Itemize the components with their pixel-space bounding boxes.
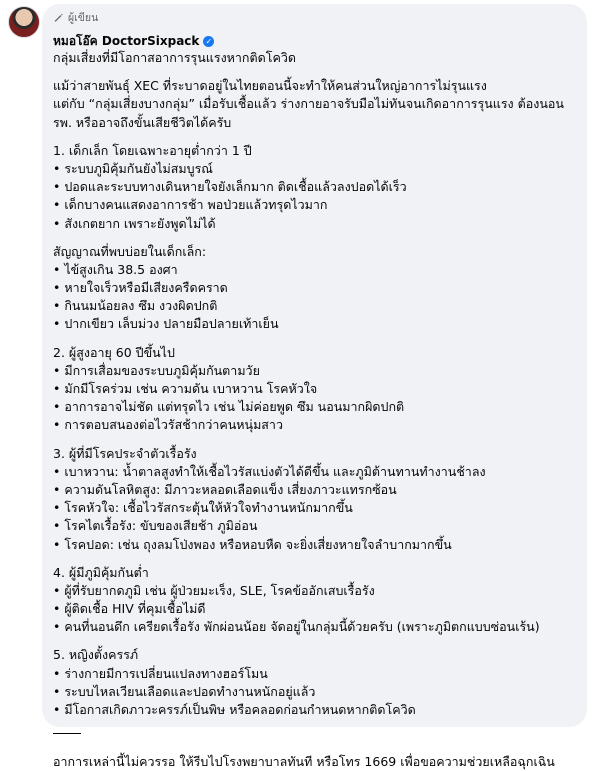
bullet-item: • การตอบสนองต่อไวรัสช้ากว่าคนหนุ่มสาว — [53, 417, 283, 433]
bullet-item: • ระบบไหลเวียนเลือดและปอดทำงานหนักอยู่แล้ว — [53, 683, 316, 699]
section-paragraph — [53, 344, 577, 435]
bullet-item: • อาการอาจไม่ชัด แต่ทรุดไว เช่น ไม่ค่อยพูด ซึม นอนมากผิดปกติ — [53, 399, 405, 415]
bullet-item: • ร่างกายมีการเปลี่ยนแปลงทางฮอร์โมน — [53, 665, 268, 681]
bullet-item: • ระบบภูมิคุ้มกันยังไม่สมบูรณ์ — [53, 160, 213, 176]
author-role-label: ผู้เขียน — [68, 11, 99, 24]
author-avatar[interactable] — [8, 6, 40, 38]
bullet-item: • โรคปอด: เช่น ถุงลมโป่งพอง หรือหอบหืด จะยิ่งเสี่ยงหายใจลำบากมากขึ้น — [53, 536, 452, 552]
bullet-item: • ผู้ติดเชื้อ HIV ที่คุมเชื้อไม่ดี — [53, 601, 206, 617]
section-paragraph — [53, 142, 577, 233]
bullet-item: • เด็กบางคนแสดงอาการช้า พอป่วยแล้วทรุดไวมาก — [53, 197, 328, 213]
bullet-item: • ปอดและระบบทางเดินหายใจยังเล็กมาก ติดเชื้อแล้วลงปอดได้เร็ว — [53, 179, 407, 195]
author-name[interactable]: หมอโอ๊ค DoctorSixpack — [53, 33, 200, 48]
bullet-item: • เบาหวาน: น้ำตาลสูงทำให้เชื้อไวรัสแบ่งตัวได้ดีขึ้น และภูมิต้านทานทำงานช้าลง — [53, 463, 486, 479]
bullet-item: • ผู้ที่รับยากดภูมิ เช่น ผู้ป่วยมะเร็ง, SLE, โรคข้ออักเสบเรื้อรัง — [53, 582, 375, 598]
section-paragraph — [53, 646, 577, 719]
section-heading: สัญญาณที่พบบ่อยในเด็กเล็ก: — [53, 243, 207, 259]
bullet-item: • โรคหัวใจ: เชื้อไวรัสกระตุ้นให้หัวใจทำงานหนักมากขึ้น — [53, 500, 353, 516]
comment-bubble — [42, 4, 587, 770]
separator-line — [53, 733, 81, 744]
bullet-item: • ความดันโลหิตสูง: มีภาวะหลอดเลือดแข็ง เสี่ยงภาวะแทรกซ้อน — [53, 481, 397, 497]
section-heading: 3. ผู้ที่มีโรคประจำตัวเรื้อรัง — [53, 445, 197, 461]
section-heading: 4. ผู้มีภูมิคุ้มกันต่ำ — [53, 564, 149, 580]
bullet-item: • มีโอกาสเกิดภาวะครรภ์เป็นพิษ หรือคลอดก่อนกำหนดหากติดโควิด — [53, 702, 416, 717]
risk-group-sections — [53, 142, 577, 719]
pencil-icon — [53, 12, 64, 23]
bullet-item: • ปากเขียว เล็บม่วง ปลายมือปลายเท้าเย็น — [53, 316, 279, 332]
author-role-badge — [53, 10, 577, 24]
bullet-item: • คนที่นอนดึก เครียดเรื้อรัง พักผ่อนน้อย จัดอยู่ในกลุ่มนี้ด้วยครับ (เพราะภูมิตกแบบซ่อนเร้น) — [53, 619, 540, 635]
intro-paragraph — [53, 77, 577, 132]
verified-badge-icon: ✓ — [203, 36, 214, 47]
bullet-item: • โรคไตเรื้อรัง: ขับของเสียช้า ภูมิอ่อน — [53, 518, 258, 534]
section-paragraph — [53, 243, 577, 334]
section-heading: 1. เด็กเล็ก โดยเฉพาะอายุต่ำกว่า 1 ปี — [53, 142, 252, 158]
intro-line: รพ. หรืออาจถึงขั้นเสียชีวิตได้ครับ — [53, 114, 232, 130]
bullet-item: • มีการเสื่อมของระบบภูมิคุ้มกันตามวัย — [53, 362, 260, 378]
section-paragraph — [53, 564, 577, 637]
intro-line: แต่กับ “กลุ่มเสี่ยงบางกลุ่ม” เมื่อรับเชื้อแล้ว ร่างกายอาจรับมือไม่ทันจนเกิดอาการรุนแรง ต้องนอน — [53, 96, 564, 112]
bullet-item: • มักมีโรคร่วม เช่น ความดัน เบาหวาน โรคหัวใจ — [53, 381, 318, 396]
emergency-note: อาการเหล่านี้ไม่ควรรอ ให้รีบไปโรงพยาบาลทันที หรือโทร 1669 เพื่อขอความช่วยเหลือฉุกเฉิน — [53, 754, 555, 770]
bullet-item: • ไข้สูงเกิน 38.5 องศา — [53, 261, 178, 277]
bullet-item: • สังเกตยาก เพราะยังพูดไม่ได้ — [53, 215, 216, 231]
bullet-item: • หายใจเร็วหรือมีเสียงครืดคราด — [53, 280, 228, 296]
comment-headline: กลุ่มเสี่ยงที่มีโอกาสอาการรุนแรงหากติดโควิด — [53, 50, 296, 65]
comment-text — [53, 49, 577, 771]
section-paragraph — [53, 445, 577, 554]
bullet-item: • กินนมน้อยลง ซึม งวงผิดปกติ — [53, 298, 218, 314]
section-heading: 2. ผู้สูงอายุ 60 ปีขึ้นไป — [53, 344, 175, 360]
section-heading: 5. หญิงตั้งครรภ์ — [53, 647, 139, 663]
author-name-row — [53, 34, 577, 48]
intro-line: แม้ว่าสายพันธุ์ XEC ที่ระบาดอยู่ในไทยตอนนี้จะทำให้คนส่วนใหญ่อาการไม่รุนแรง — [53, 78, 487, 94]
